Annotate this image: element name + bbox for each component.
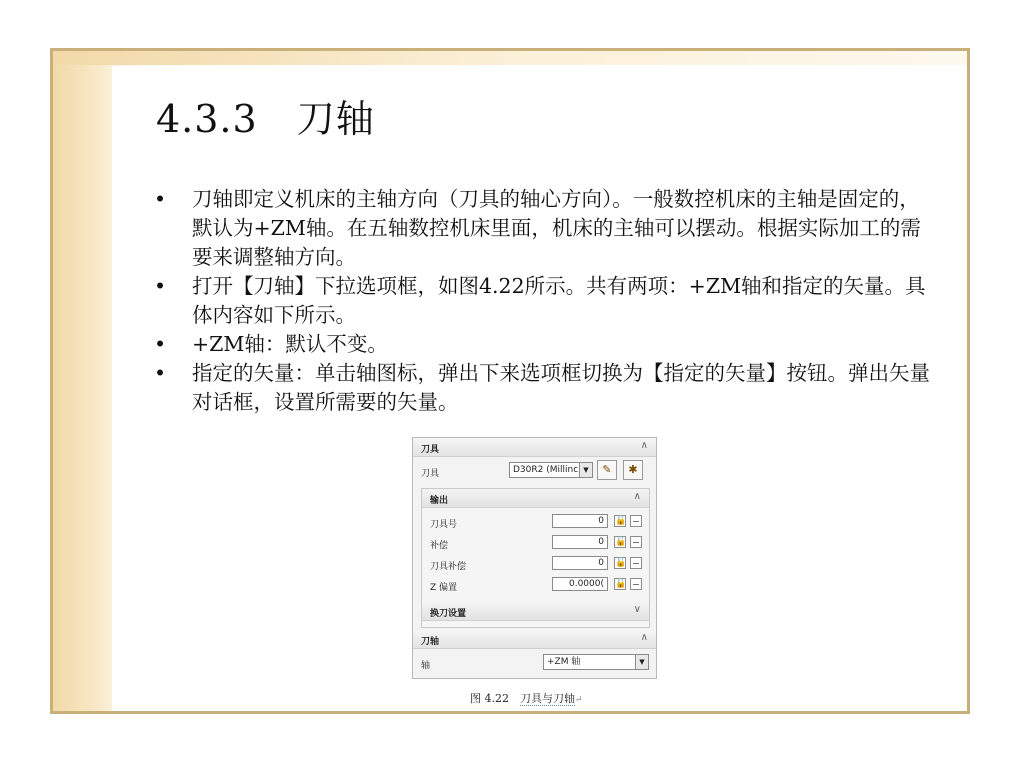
- expand-chevron-icon[interactable]: ∨: [633, 604, 641, 615]
- expression-toggle-icon[interactable]: [630, 557, 642, 569]
- tool-change-group-header[interactable]: [422, 602, 649, 621]
- tool-group-title: 刀具: [421, 445, 440, 455]
- slide-title: 4.3.3 刀轴: [156, 97, 375, 141]
- axis-label: 轴: [421, 661, 431, 671]
- collapse-chevron-icon[interactable]: ∧: [640, 632, 648, 643]
- bullet-text: 打开【刀轴】下拉选项框，如图4.22所示。共有两项：+ZM轴和指定的矢量。具体内容如下所示。: [192, 274, 926, 327]
- tool-number-field[interactable]: 0: [552, 514, 608, 528]
- paragraph-mark-icon: ↵: [575, 695, 583, 705]
- lock-icon[interactable]: 🔓: [615, 579, 627, 589]
- bullet-marker: •: [154, 332, 167, 356]
- tool-group-header[interactable]: [413, 438, 656, 457]
- bullet-item: [150, 330, 940, 359]
- tool-compensation-label: 刀具补偿: [430, 562, 467, 572]
- expression-toggle-icon[interactable]: [630, 578, 642, 590]
- expression-toggle-icon[interactable]: [630, 515, 642, 527]
- lock-icon[interactable]: 🔓: [615, 558, 627, 568]
- new-tool-button[interactable]: [623, 460, 643, 480]
- z-offset-label: Z 偏置: [430, 583, 458, 593]
- lock-icon[interactable]: 🔓: [615, 537, 627, 547]
- bullet-text: 刀轴即定义机床的主轴方向（刀具的轴心方向）。一般数控机床的主轴是固定的，默认为+ZM轴。在五轴数控机床里面，机床的主轴可以摆动。根据实际加工的需要来调整轴方向。: [192, 187, 921, 269]
- bullet-marker: •: [154, 361, 167, 385]
- tool-change-group-title: 换刀设置: [430, 609, 467, 619]
- bullet-list: [150, 185, 940, 417]
- bullet-text: +ZM轴：默认不变。: [192, 332, 388, 356]
- collapse-chevron-icon[interactable]: ∧: [633, 491, 641, 502]
- tool-compensation-field[interactable]: 0: [552, 556, 608, 570]
- dropdown-arrow-icon: ▼: [579, 463, 592, 477]
- figure-caption-prefix: 图 4.22: [470, 692, 520, 705]
- bullet-marker: •: [154, 274, 167, 298]
- dropdown-arrow-icon: ▼: [635, 655, 648, 669]
- tool-label: 刀具: [421, 469, 440, 479]
- expression-toggle-icon[interactable]: [630, 536, 642, 548]
- output-group-header[interactable]: [422, 489, 649, 508]
- edit-tool-icon: ✎: [602, 463, 612, 476]
- figure-caption: [470, 690, 583, 706]
- compensation-label: 补偿: [430, 541, 449, 551]
- tool-select[interactable]: [509, 462, 593, 478]
- edit-tool-button[interactable]: [597, 460, 617, 480]
- output-group-title: 输出: [430, 496, 449, 506]
- axis-select-value: +ZM 轴: [547, 657, 581, 667]
- bullet-item: [150, 185, 940, 272]
- tool-axis-group-header[interactable]: [413, 630, 656, 649]
- tool-axis-group-title: 刀轴: [421, 637, 440, 647]
- tool-number-label: 刀具号: [430, 520, 458, 530]
- tool-select-value: D30R2 (Millinc: [513, 465, 579, 475]
- collapse-chevron-icon[interactable]: ∧: [640, 440, 648, 451]
- bullet-marker: •: [154, 187, 167, 211]
- figure-caption-text: 刀具与刀轴: [520, 692, 575, 705]
- axis-select[interactable]: [543, 654, 649, 670]
- bullet-item: [150, 272, 940, 330]
- tool-settings-panel: [412, 437, 657, 679]
- bullet-text: 指定的矢量：单击轴图标，弹出下来选项框切换为【指定的矢量】按钮。弹出矢量对话框，设置所需要的矢量。: [192, 361, 930, 414]
- compensation-field[interactable]: 0: [552, 535, 608, 549]
- bullet-item: [150, 359, 940, 417]
- lock-icon[interactable]: 🔓: [615, 516, 627, 526]
- new-tool-icon: ✱: [628, 463, 638, 476]
- z-offset-field[interactable]: 0.0000(: [552, 577, 608, 591]
- slide-top-band: [53, 51, 967, 65]
- output-subgroup: [421, 488, 650, 628]
